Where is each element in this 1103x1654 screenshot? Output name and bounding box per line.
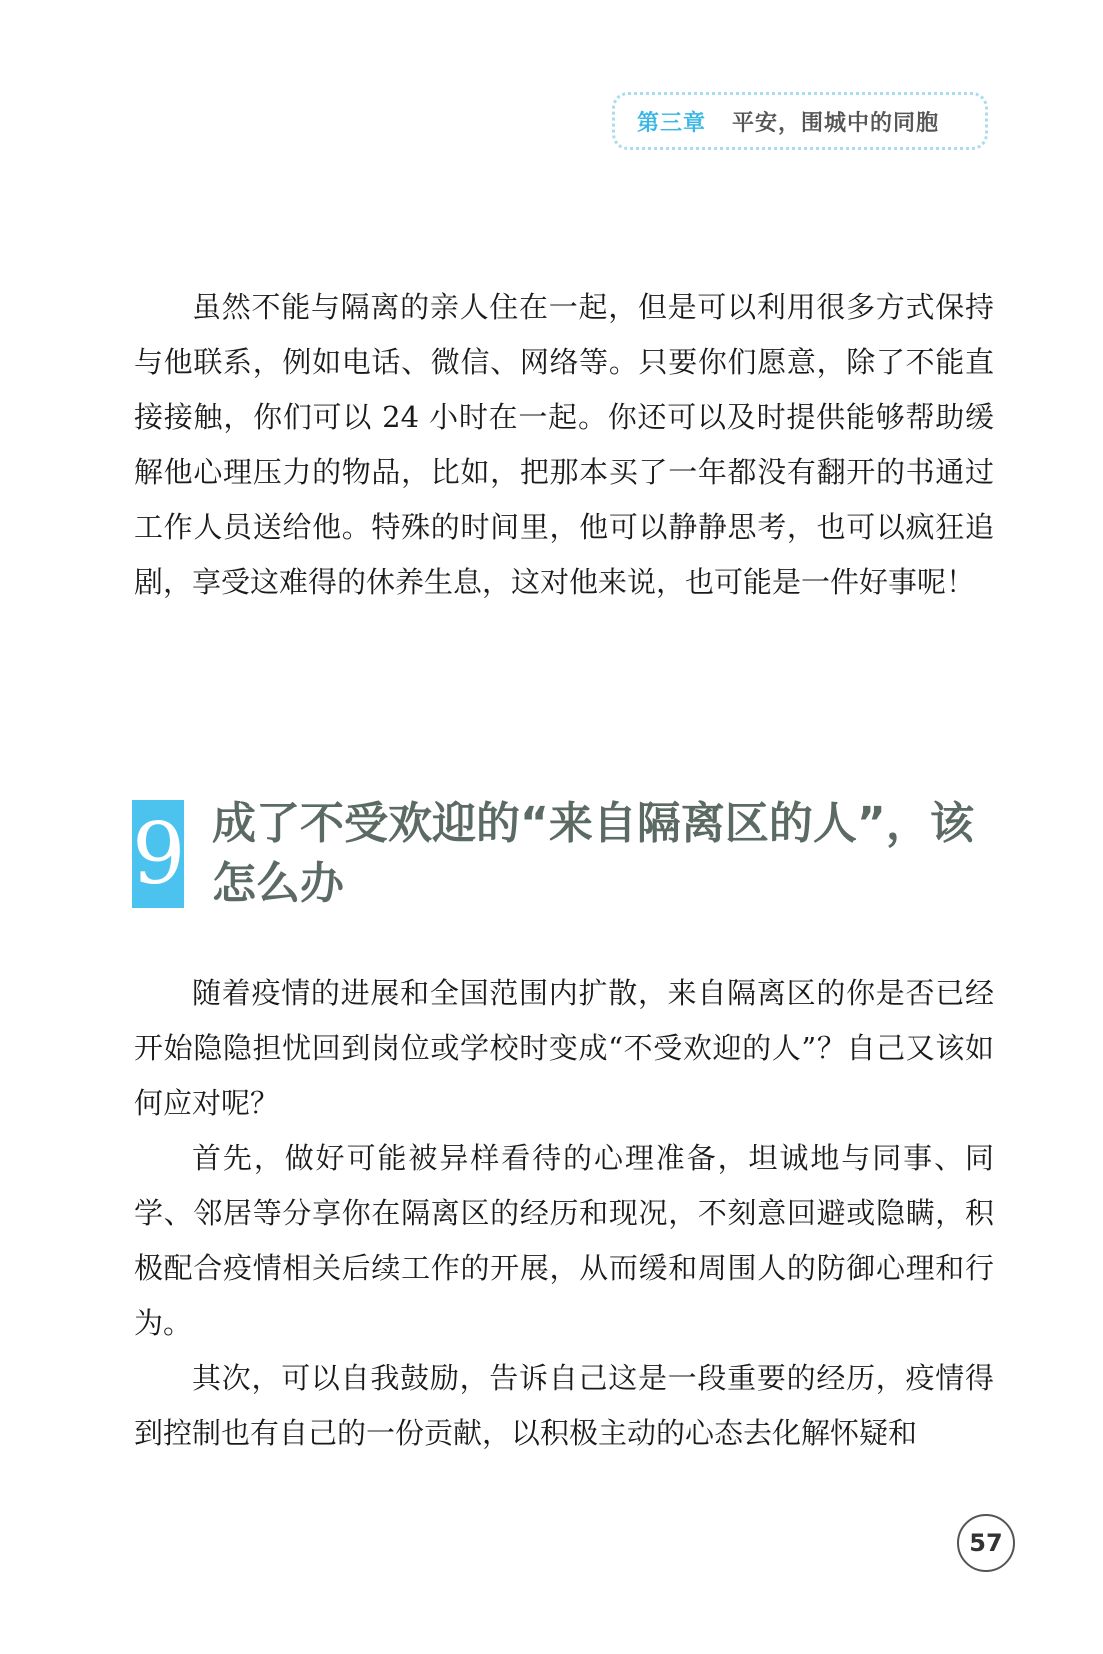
body-paragraph: 其次，可以自我鼓励，告诉自己这是一段重要的经历，疫情得到控制也有自己的一份贡献，以积极主动的心态去化解怀疑和 <box>134 1361 994 1450</box>
chapter-header <box>612 92 988 150</box>
chapter-number: 第三章 <box>637 110 707 136</box>
body-paragraph: 虽然不能与隔离的亲人住在一起，但是可以利用很多方式保持与他联系，例如电话、微信、网络等。只要你们愿意，除了不能直接接触，你们可以 24 小时在一起。你还可以及时提供能够帮助缓解他心理压力的物品，比如，把那本买了一年都没有翻开的书通过工作人员送给他。特殊的时间里，他可以静静思考，也可以疯狂追剧，享受这难得的休养生息，这对他来说，也可能是一件好事呢！ <box>134 290 994 599</box>
page-number: 57 <box>957 1514 1015 1572</box>
section-title: 成了不受欢迎的“来自隔离区的人”，该怎么办 <box>212 798 974 909</box>
body-paragraph: 首先，做好可能被异样看待的心理准备，坦诚地与同事、同学、邻居等分享你在隔离区的经历和现况，不刻意回避或隐瞒，积极配合疫情相关后续工作的开展，从而缓和周围人的防御心理和行为。 <box>134 1141 994 1340</box>
body-paragraph: 随着疫情的进展和全国范围内扩散，来自隔离区的你是否已经开始隐隐担忧回到岗位或学校时变成“不受欢迎的人”？自己又该如何应对呢？ <box>134 976 994 1120</box>
chapter-title: 平安，围城中的同胞 <box>732 110 940 136</box>
section-heading <box>132 794 1012 914</box>
section-number-badge: 9 <box>132 800 184 908</box>
